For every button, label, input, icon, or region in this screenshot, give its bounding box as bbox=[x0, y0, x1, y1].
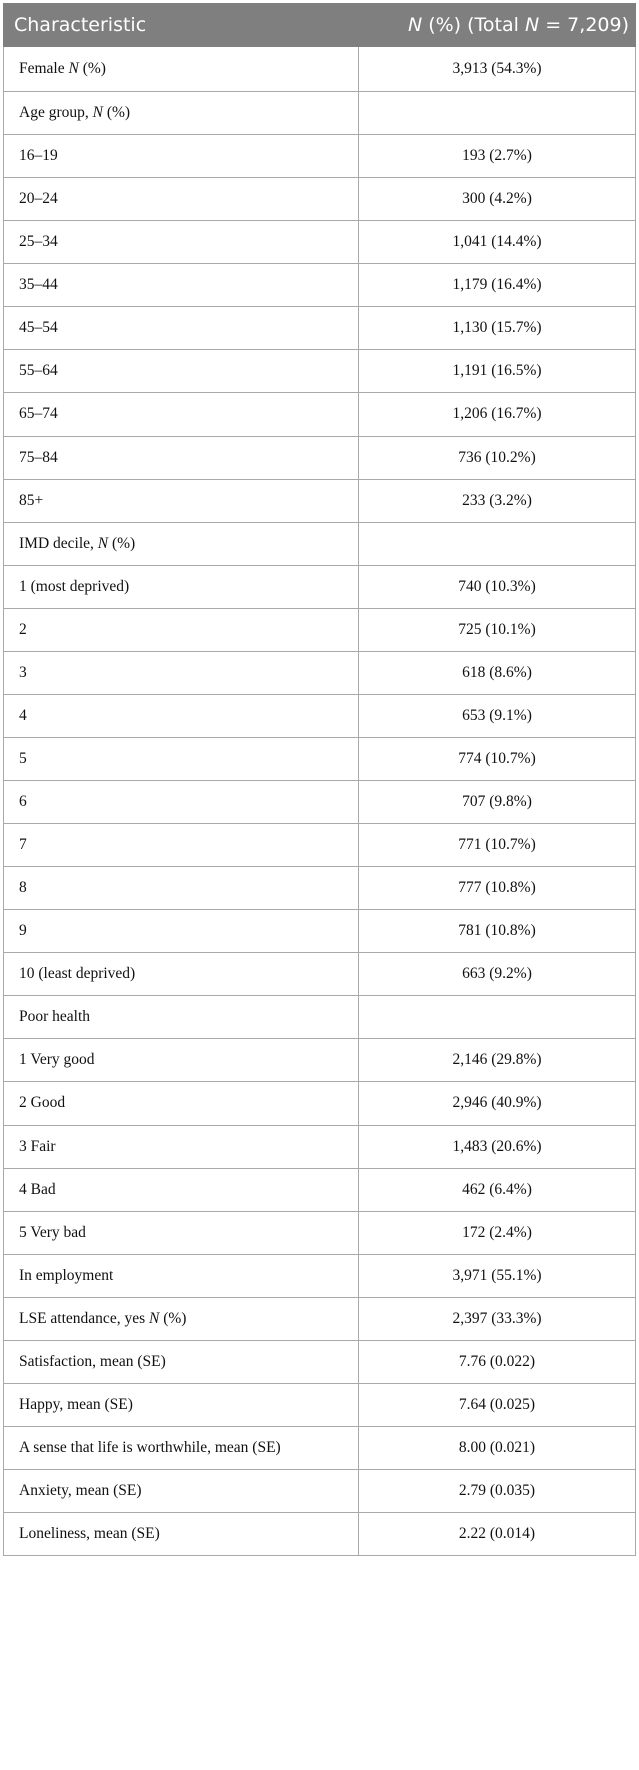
row-value: 781 (10.8%) bbox=[359, 910, 636, 953]
row-label bbox=[4, 307, 359, 350]
table-row bbox=[4, 221, 636, 264]
table-row bbox=[4, 92, 636, 135]
row-label bbox=[4, 1470, 359, 1513]
row-label bbox=[4, 393, 359, 436]
row-value: 2,397 (33.3%) bbox=[359, 1297, 636, 1340]
row-value: 1,130 (15.7%) bbox=[359, 307, 636, 350]
table-row bbox=[4, 1426, 636, 1469]
row-label bbox=[4, 1254, 359, 1297]
table-row bbox=[4, 264, 636, 307]
table-row bbox=[4, 1039, 636, 1082]
row-value: 707 (9.8%) bbox=[359, 781, 636, 824]
row-label bbox=[4, 1383, 359, 1426]
row-value: 653 (9.1%) bbox=[359, 694, 636, 737]
table-row bbox=[4, 178, 636, 221]
row-label-text: 10 (least deprived) bbox=[19, 965, 136, 983]
row-value: 1,191 (16.5%) bbox=[359, 350, 636, 393]
table-row bbox=[4, 1513, 636, 1556]
row-value: 1,483 (20.6%) bbox=[359, 1125, 636, 1168]
table-row bbox=[4, 479, 636, 522]
row-label-text: 20–24 bbox=[19, 190, 58, 208]
row-label-text: Loneliness, mean (SE) bbox=[19, 1525, 160, 1543]
row-label bbox=[4, 135, 359, 178]
row-label-italic: N bbox=[97, 534, 109, 552]
row-value: 1,179 (16.4%) bbox=[359, 264, 636, 307]
row-label-text: Poor health bbox=[19, 1008, 91, 1026]
row-label-text: 1 Very good bbox=[19, 1051, 95, 1069]
header-total-pre: (%) (Total bbox=[422, 14, 525, 36]
table-row bbox=[4, 781, 636, 824]
table-row bbox=[4, 1168, 636, 1211]
row-value: 1,041 (14.4%) bbox=[359, 221, 636, 264]
header-n-total bbox=[359, 4, 636, 47]
row-value: 7.64 (0.025) bbox=[359, 1383, 636, 1426]
row-label-suffix: (%) bbox=[108, 534, 136, 552]
table-row bbox=[4, 608, 636, 651]
row-label-text: 1 (most deprived) bbox=[19, 577, 130, 595]
row-label bbox=[4, 264, 359, 307]
row-label-text: 16–19 bbox=[19, 147, 58, 165]
row-label bbox=[4, 1082, 359, 1125]
row-label bbox=[4, 47, 359, 92]
row-label-text: 65–74 bbox=[19, 405, 58, 423]
table-row bbox=[4, 565, 636, 608]
row-label bbox=[4, 1340, 359, 1383]
row-value: 2.79 (0.035) bbox=[359, 1470, 636, 1513]
row-label-text: 85+ bbox=[19, 491, 44, 509]
table-row bbox=[4, 1211, 636, 1254]
header-total-post: = 7,209) bbox=[539, 14, 629, 36]
table-row bbox=[4, 350, 636, 393]
row-label bbox=[4, 1211, 359, 1254]
table-body bbox=[4, 47, 636, 1556]
row-label-text: Female bbox=[19, 60, 69, 77]
row-value: 172 (2.4%) bbox=[359, 1211, 636, 1254]
row-label bbox=[4, 1125, 359, 1168]
row-value: 777 (10.8%) bbox=[359, 867, 636, 910]
table-row bbox=[4, 1297, 636, 1340]
row-label bbox=[4, 781, 359, 824]
row-label-text: LSE attendance, yes bbox=[19, 1309, 149, 1327]
row-label-italic: N bbox=[68, 60, 79, 77]
header-n-italic: N bbox=[407, 14, 423, 36]
row-value bbox=[359, 522, 636, 565]
row-label-text: In employment bbox=[19, 1266, 114, 1284]
row-value: 2,946 (40.9%) bbox=[359, 1082, 636, 1125]
row-label bbox=[4, 92, 359, 135]
row-label bbox=[4, 479, 359, 522]
row-value: 1,206 (16.7%) bbox=[359, 393, 636, 436]
row-label-text: 2 Good bbox=[19, 1094, 66, 1112]
row-label-suffix: (%) bbox=[78, 60, 106, 77]
row-value: 462 (6.4%) bbox=[359, 1168, 636, 1211]
row-value: 774 (10.7%) bbox=[359, 737, 636, 780]
row-label bbox=[4, 824, 359, 867]
row-label-suffix: (%) bbox=[159, 1309, 187, 1327]
row-label bbox=[4, 910, 359, 953]
row-label bbox=[4, 1039, 359, 1082]
row-label bbox=[4, 953, 359, 996]
row-value: 8.00 (0.021) bbox=[359, 1426, 636, 1469]
row-label bbox=[4, 178, 359, 221]
row-value: 3,913 (54.3%) bbox=[359, 47, 636, 92]
row-value: 2,146 (29.8%) bbox=[359, 1039, 636, 1082]
table-row bbox=[4, 1383, 636, 1426]
row-label bbox=[4, 1297, 359, 1340]
row-value: 300 (4.2%) bbox=[359, 178, 636, 221]
row-label bbox=[4, 996, 359, 1039]
row-label bbox=[4, 565, 359, 608]
row-label-text: 75–84 bbox=[19, 448, 58, 466]
row-value: 740 (10.3%) bbox=[359, 565, 636, 608]
table-row bbox=[4, 436, 636, 479]
row-label-text: IMD decile, bbox=[19, 534, 98, 552]
table-row bbox=[4, 135, 636, 178]
row-value: 7.76 (0.022) bbox=[359, 1340, 636, 1383]
table-row bbox=[4, 953, 636, 996]
row-value bbox=[359, 996, 636, 1039]
table-row bbox=[4, 737, 636, 780]
table-row bbox=[4, 47, 636, 92]
row-label-text: 25–34 bbox=[19, 233, 58, 251]
row-label bbox=[4, 522, 359, 565]
row-label-text: 55–64 bbox=[19, 362, 58, 380]
row-label bbox=[4, 436, 359, 479]
table-row bbox=[4, 910, 636, 953]
row-label-text: 5 Very bad bbox=[19, 1223, 86, 1241]
row-value: 3,971 (55.1%) bbox=[359, 1254, 636, 1297]
table-row bbox=[4, 1082, 636, 1125]
row-value: 725 (10.1%) bbox=[359, 608, 636, 651]
row-label-text: Happy, mean (SE) bbox=[19, 1395, 133, 1413]
row-value: 233 (3.2%) bbox=[359, 479, 636, 522]
row-label-italic: N bbox=[148, 1309, 160, 1327]
row-value: 771 (10.7%) bbox=[359, 824, 636, 867]
row-label-text: 5 bbox=[19, 749, 27, 767]
row-value bbox=[359, 92, 636, 135]
table-row bbox=[4, 867, 636, 910]
row-label-suffix: (%) bbox=[102, 104, 131, 122]
table-row bbox=[4, 996, 636, 1039]
table-row bbox=[4, 307, 636, 350]
row-label bbox=[4, 1168, 359, 1211]
row-label-text: Age group, bbox=[19, 104, 93, 122]
row-label bbox=[4, 1426, 359, 1469]
row-label-italic: N bbox=[92, 104, 103, 122]
header-total-n-italic: N bbox=[524, 14, 540, 36]
table-row bbox=[4, 824, 636, 867]
row-value: 663 (9.2%) bbox=[359, 953, 636, 996]
row-label-text: 45–54 bbox=[19, 319, 58, 337]
row-label-text: 9 bbox=[19, 922, 27, 940]
row-label-text: 8 bbox=[19, 879, 27, 897]
table-row bbox=[4, 694, 636, 737]
row-label-text: 3 Fair bbox=[19, 1137, 56, 1155]
table-header-row bbox=[4, 4, 636, 47]
row-label-text: 6 bbox=[19, 793, 27, 811]
header-characteristic: Characteristic bbox=[4, 4, 359, 47]
table-row bbox=[4, 1340, 636, 1383]
row-label bbox=[4, 867, 359, 910]
row-label-text: 3 bbox=[19, 663, 27, 681]
row-label bbox=[4, 694, 359, 737]
row-label-text: 4 Bad bbox=[19, 1180, 56, 1198]
row-label-text: 7 bbox=[19, 836, 27, 854]
table-row bbox=[4, 1125, 636, 1168]
row-label bbox=[4, 651, 359, 694]
table-row bbox=[4, 1470, 636, 1513]
row-label bbox=[4, 608, 359, 651]
row-label-text: Satisfaction, mean (SE) bbox=[19, 1352, 166, 1370]
row-label-text: 4 bbox=[19, 706, 27, 724]
row-label bbox=[4, 350, 359, 393]
row-label-text: 35–44 bbox=[19, 276, 58, 294]
table-row bbox=[4, 393, 636, 436]
row-value: 736 (10.2%) bbox=[359, 436, 636, 479]
table-row bbox=[4, 1254, 636, 1297]
row-label bbox=[4, 1513, 359, 1556]
table-row bbox=[4, 651, 636, 694]
row-label-text: A sense that life is worthwhile, mean (SE) bbox=[19, 1438, 281, 1456]
row-label-text: Anxiety, mean (SE) bbox=[19, 1482, 142, 1500]
row-value: 193 (2.7%) bbox=[359, 135, 636, 178]
row-value: 618 (8.6%) bbox=[359, 651, 636, 694]
row-label-text: 2 bbox=[19, 620, 27, 638]
row-label bbox=[4, 221, 359, 264]
characteristics-table bbox=[3, 3, 636, 1556]
table-row bbox=[4, 522, 636, 565]
row-value: 2.22 (0.014) bbox=[359, 1513, 636, 1556]
row-label bbox=[4, 737, 359, 780]
